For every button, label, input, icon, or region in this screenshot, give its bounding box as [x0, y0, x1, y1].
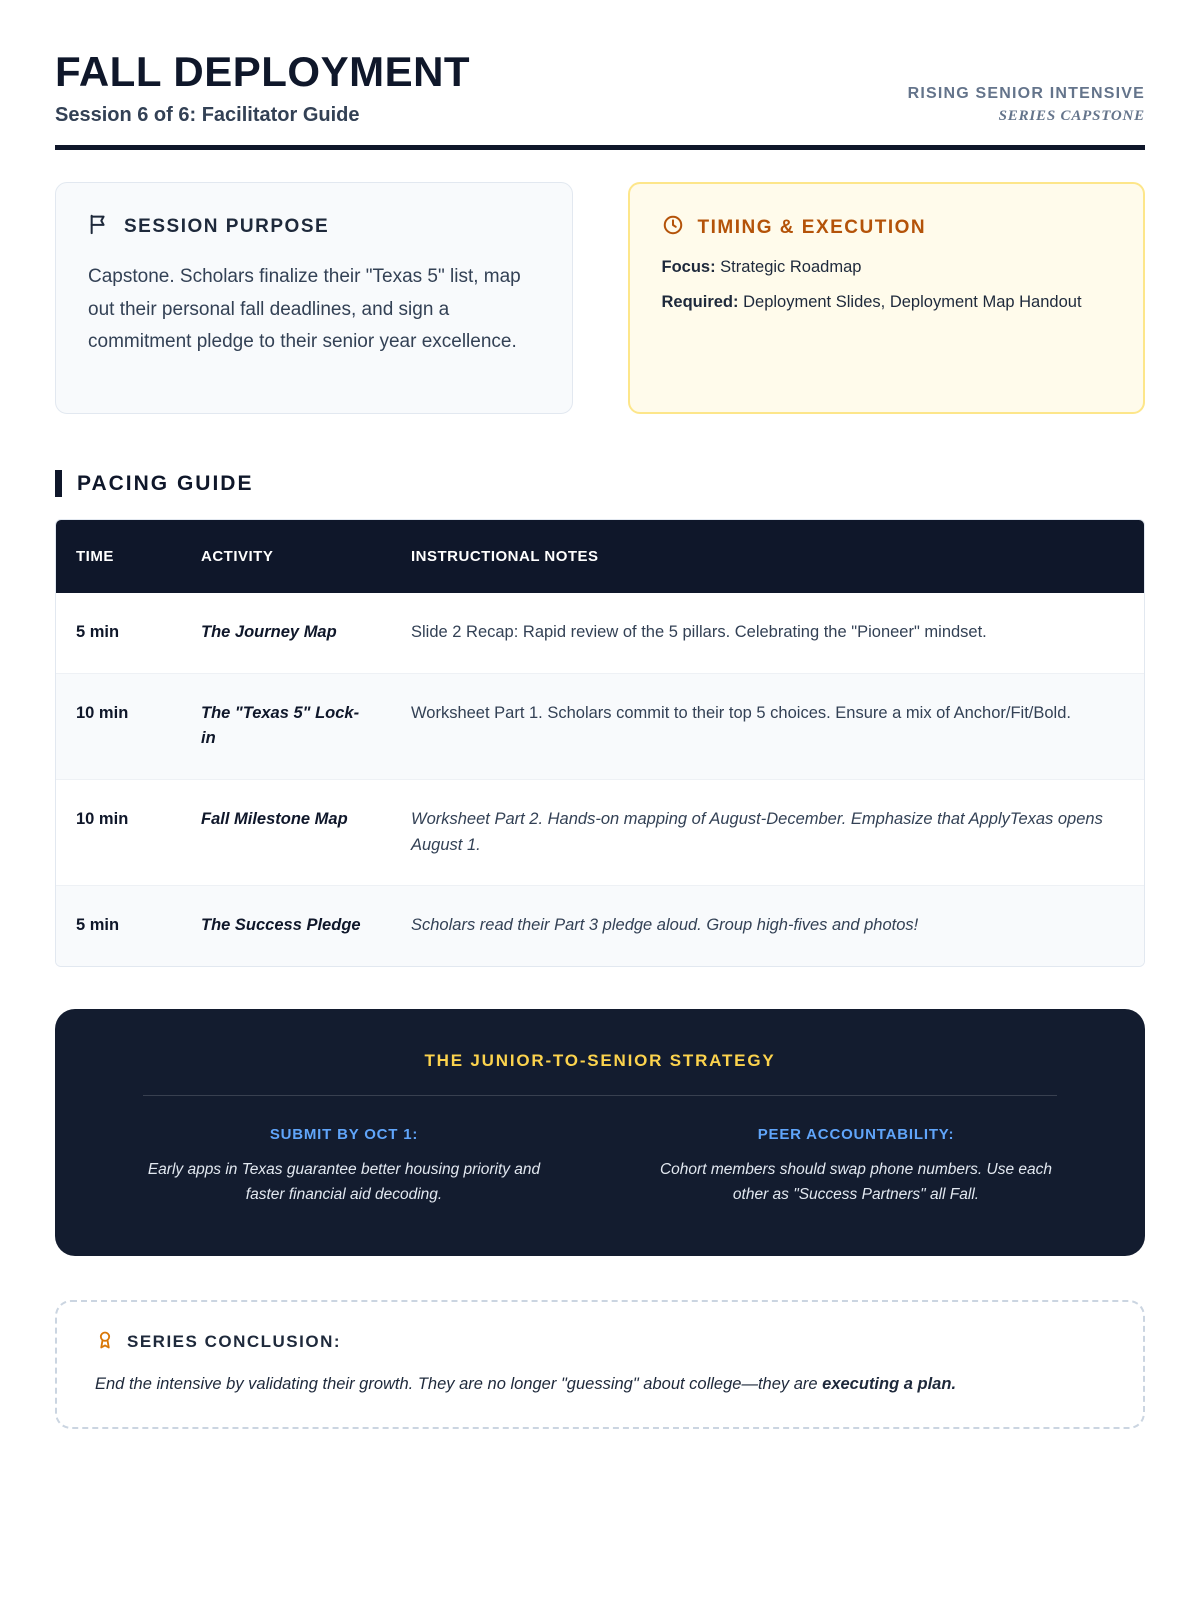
- info-cards-row: [55, 182, 1145, 414]
- session-purpose-card: [55, 182, 573, 414]
- conclusion-text-regular: End the intensive by validating their growth. They are no longer "guessing" about college—they are: [95, 1374, 823, 1393]
- page-header: [55, 48, 1145, 150]
- row-notes: Slide 2 Recap: Rapid review of the 5 pillars. Celebrating the "Pioneer" mindset.: [411, 623, 987, 642]
- row-time: 10 min: [76, 703, 129, 722]
- strategy-item-label: PEER ACCOUNTABILITY:: [757, 1125, 955, 1143]
- series-conclusion-card: [55, 1300, 1145, 1429]
- table-row: [56, 779, 1144, 885]
- page-subtitle: Session 6 of 6: Facilitator Guide: [55, 104, 360, 126]
- strategy-title: THE JUNIOR-TO-SENIOR STRATEGY: [424, 1050, 776, 1070]
- row-notes: Scholars read their Part 3 pledge aloud. Group high-fives and photos!: [411, 916, 919, 935]
- table-row: [56, 593, 1144, 673]
- series-conclusion-text: [95, 1371, 1105, 1397]
- row-time: 10 min: [76, 809, 129, 828]
- row-time: 5 min: [76, 623, 120, 642]
- program-name: RISING SENIOR INTENSIVE: [907, 85, 1145, 102]
- row-notes: Worksheet Part 1. Scholars commit to their top 5 choices. Ensure a mix of Anchor/Fit/Bold.: [411, 703, 1071, 722]
- strategy-divider: [143, 1095, 1057, 1096]
- strategy-item-label: SUBMIT BY OCT 1:: [269, 1125, 419, 1143]
- session-purpose-header: [88, 213, 540, 241]
- conclusion-text-bold: executing a plan.: [822, 1374, 957, 1393]
- series-conclusion-header: [95, 1330, 1105, 1355]
- pacing-table: [55, 519, 1145, 967]
- row-time: 5 min: [76, 916, 120, 935]
- timing-execution-header: [662, 214, 1112, 242]
- row-notes: Worksheet Part 2. Hands-on mapping of August-December. Emphasize that ApplyTexas opens August 1.: [411, 809, 1103, 854]
- pacing-table-body: [56, 593, 1144, 965]
- pacing-guide-header: [55, 470, 1145, 497]
- table-row: [56, 885, 1144, 966]
- flag-icon: [88, 213, 110, 241]
- col-header-time: TIME: [76, 548, 114, 565]
- header-right: [908, 85, 1145, 127]
- row-activity: The "Texas 5" Lock-in: [201, 703, 360, 748]
- col-header-notes: INSTRUCTIONAL NOTES: [411, 548, 599, 565]
- required-label: Required:: [661, 293, 739, 311]
- row-activity: The Journey Map: [201, 623, 337, 642]
- section-accent-bar: [55, 470, 62, 497]
- required-value: Deployment Slides, Deployment Map Handout: [738, 293, 1082, 311]
- focus-label: Focus:: [661, 258, 716, 276]
- strategy-item-text: Early apps in Texas guarantee better housing priority and faster financial aid decoding.: [147, 1160, 541, 1204]
- pacing-guide-title: PACING GUIDE: [77, 471, 254, 495]
- timing-execution-card: [628, 182, 1146, 414]
- timing-execution-title: TIMING & EXECUTION: [697, 217, 927, 238]
- award-icon: [95, 1330, 115, 1355]
- strategy-card: [55, 1009, 1145, 1256]
- strategy-item-submit: [133, 1126, 555, 1208]
- header-left: [55, 48, 470, 127]
- page-title: FALL DEPLOYMENT: [55, 48, 471, 95]
- col-header-activity: ACTIVITY: [201, 548, 274, 565]
- row-activity: Fall Milestone Map: [201, 809, 348, 828]
- row-activity: The Success Pledge: [201, 916, 361, 935]
- strategy-item-accountability: [645, 1126, 1067, 1208]
- series-label: SERIES CAPSTONE: [998, 108, 1145, 124]
- table-row: [56, 673, 1144, 779]
- clock-icon: [662, 214, 684, 242]
- session-purpose-title: SESSION PURPOSE: [124, 216, 330, 237]
- focus-value: Strategic Roadmap: [715, 258, 862, 276]
- timing-focus-line: [662, 258, 1112, 277]
- session-purpose-body: Capstone. Scholars finalize their "Texas 5" list, map out their personal fall deadlines, and sign a commitment pledge to their senior year excellence.: [88, 266, 521, 353]
- strategy-columns: [103, 1126, 1097, 1208]
- strategy-item-text: Cohort members should swap phone numbers. Use each other as "Success Partners" all Fall.: [659, 1160, 1052, 1204]
- timing-required-line: [662, 293, 1112, 312]
- series-conclusion-title: SERIES CONCLUSION:: [127, 1332, 342, 1352]
- pacing-table-header: [56, 520, 1144, 593]
